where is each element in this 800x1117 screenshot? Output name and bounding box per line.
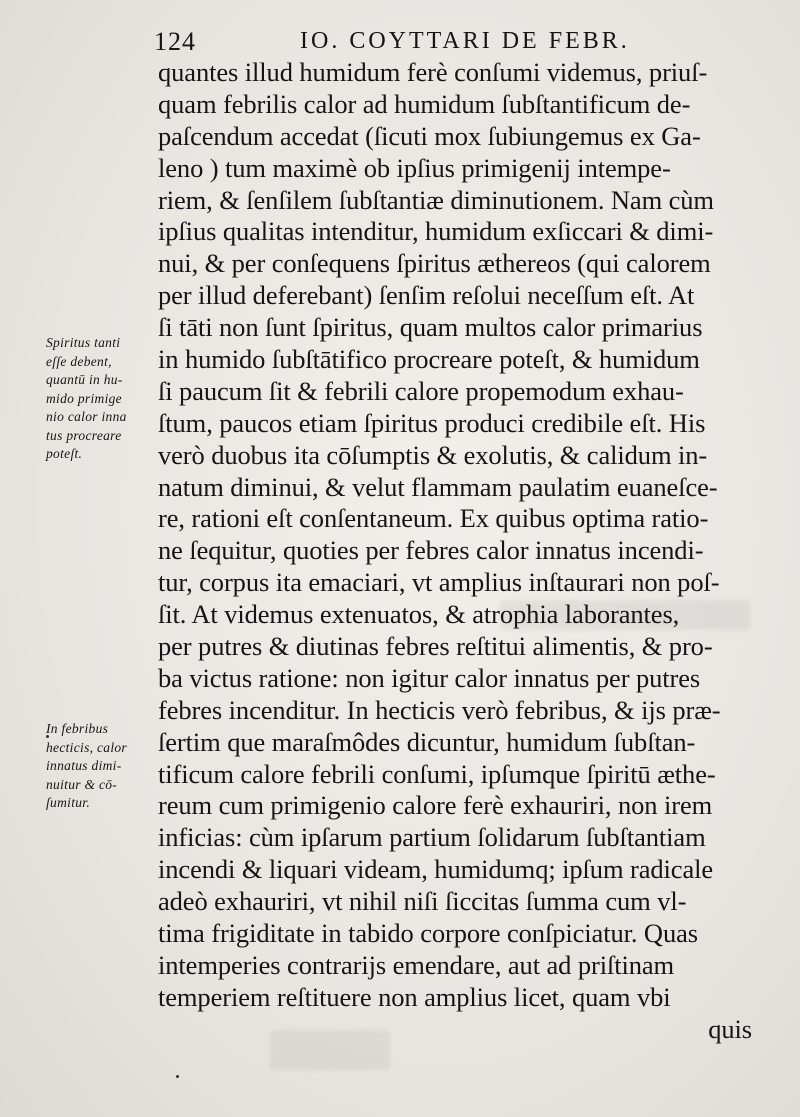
text-line: adeò exhauriri, vt nihil niſi ſiccitas ſumma cum vl- (158, 886, 687, 917)
text-line: riem, & ſenſilem ſubſtantiæ diminutionem. Nam cùm (158, 184, 714, 215)
text-line: ba victus ratione: non igitur calor innatus per putres (158, 662, 701, 693)
text-line: per putres & diutinas febres reſtitui alimentis, & pro- (158, 631, 713, 662)
text-line: re, rationi eſt conſentaneum. Ex quibus optima ratio- (158, 503, 709, 534)
body-text (158, 56, 758, 1045)
text-line: intemperies contrarijs emendare, aut ad priſtinam (158, 949, 675, 980)
text-line: verò duobus ita cōſumptis & exolutis, & calidum in- (158, 439, 708, 470)
text-line: ſi tāti non ſunt ſpiritus, quam multos calor primarius (158, 312, 703, 343)
text-line: febres incenditur. In hecticis verò febribus, & ijs præ- (158, 694, 721, 725)
page-number: 124 (154, 27, 196, 56)
page-header (154, 27, 674, 59)
marginal-line: In febribus (46, 721, 109, 736)
marginal-line: nio calor inna (46, 409, 127, 424)
text-line: nui, & per conſequens ſpiritus æthereos (qui calorem (158, 248, 711, 279)
text-line: reum cum primigenio calore ferè exhauriri, non irem (158, 790, 713, 821)
marginal-line: tus procreare (46, 427, 122, 443)
text-line: ſit. At videmus extenuatos, & atrophia laborantes, (158, 599, 680, 630)
text-line: natum diminui, & velut flammam paulatim euaneſce- (158, 471, 718, 502)
marginal-line: mido primige (46, 390, 122, 406)
marginal-line: poteſt. (46, 446, 83, 461)
text-line: temperiem reſtituere non amplius licet, quam vbi (158, 981, 671, 1012)
marginal-line: innatus dimi- (46, 758, 122, 773)
text-line: ne ſequitur, quoties per febres calor innatus incendi- (158, 535, 704, 566)
marginal-line: Spiritus tanti (46, 335, 121, 350)
text-line: per illud deferebant) ſenſim reſolui neceſſum eſt. At (158, 280, 695, 311)
marginal-note (46, 334, 154, 464)
text-line: quantes illud humidum ferè conſumi videmus, priuſ- (158, 57, 708, 87)
text-line: incendi & liquari videam, humidumq; ipſum radicale (158, 854, 714, 885)
text-line: tur, corpus ita emaciari, vt amplius inſtaurari non poſ- (158, 567, 720, 598)
text-line: tima frigiditate in tabido corpore conſpiciatur. Quas (158, 918, 698, 949)
text-line: quam febrilis calor ad humidum ſubſtantificum de- (158, 88, 691, 119)
catchword: quis (708, 1013, 752, 1044)
text-line: ſi paucum ſit & febrili calore propemodum exhau- (158, 375, 684, 406)
marginal-line: ſumitur. (46, 795, 91, 810)
marginal-line: quantū in hu- (46, 372, 123, 387)
marginal-line: eſſe debent, (46, 353, 112, 369)
marginal-note (46, 720, 154, 813)
running-head: IO. COYTTARI DE FEBR. (300, 28, 630, 54)
text-line: ſertim que maraſmôdes dicuntur, humidum ſubſtan- (158, 726, 696, 757)
marginal-line: hecticis, calor (46, 739, 127, 755)
text-line: inficias: cùm ipſarum partium ſolidarum ſubſtantiam (158, 822, 706, 853)
text-line: paſcendum accedat (ſicuti mox ſubiungemus ex Ga- (158, 120, 701, 151)
text-line: ipſius qualitas intenditur, humidum exſiccari & dimi- (158, 216, 714, 247)
marginal-line: nuitur & cō- (46, 776, 118, 792)
text-line: in humido ſubſtātifico procreare poteſt, & humidum (158, 344, 700, 375)
ink-speck (176, 1075, 179, 1078)
text-line: leno ) tum maximè ob ipſius primigenij intempe- (158, 152, 671, 183)
text-line: ſtum, paucos etiam ſpiritus produci credibile eſt. His (158, 407, 706, 438)
text-line: tificum calore febrili conſumi, ipſumque ſpiritū æthe- (158, 758, 716, 789)
